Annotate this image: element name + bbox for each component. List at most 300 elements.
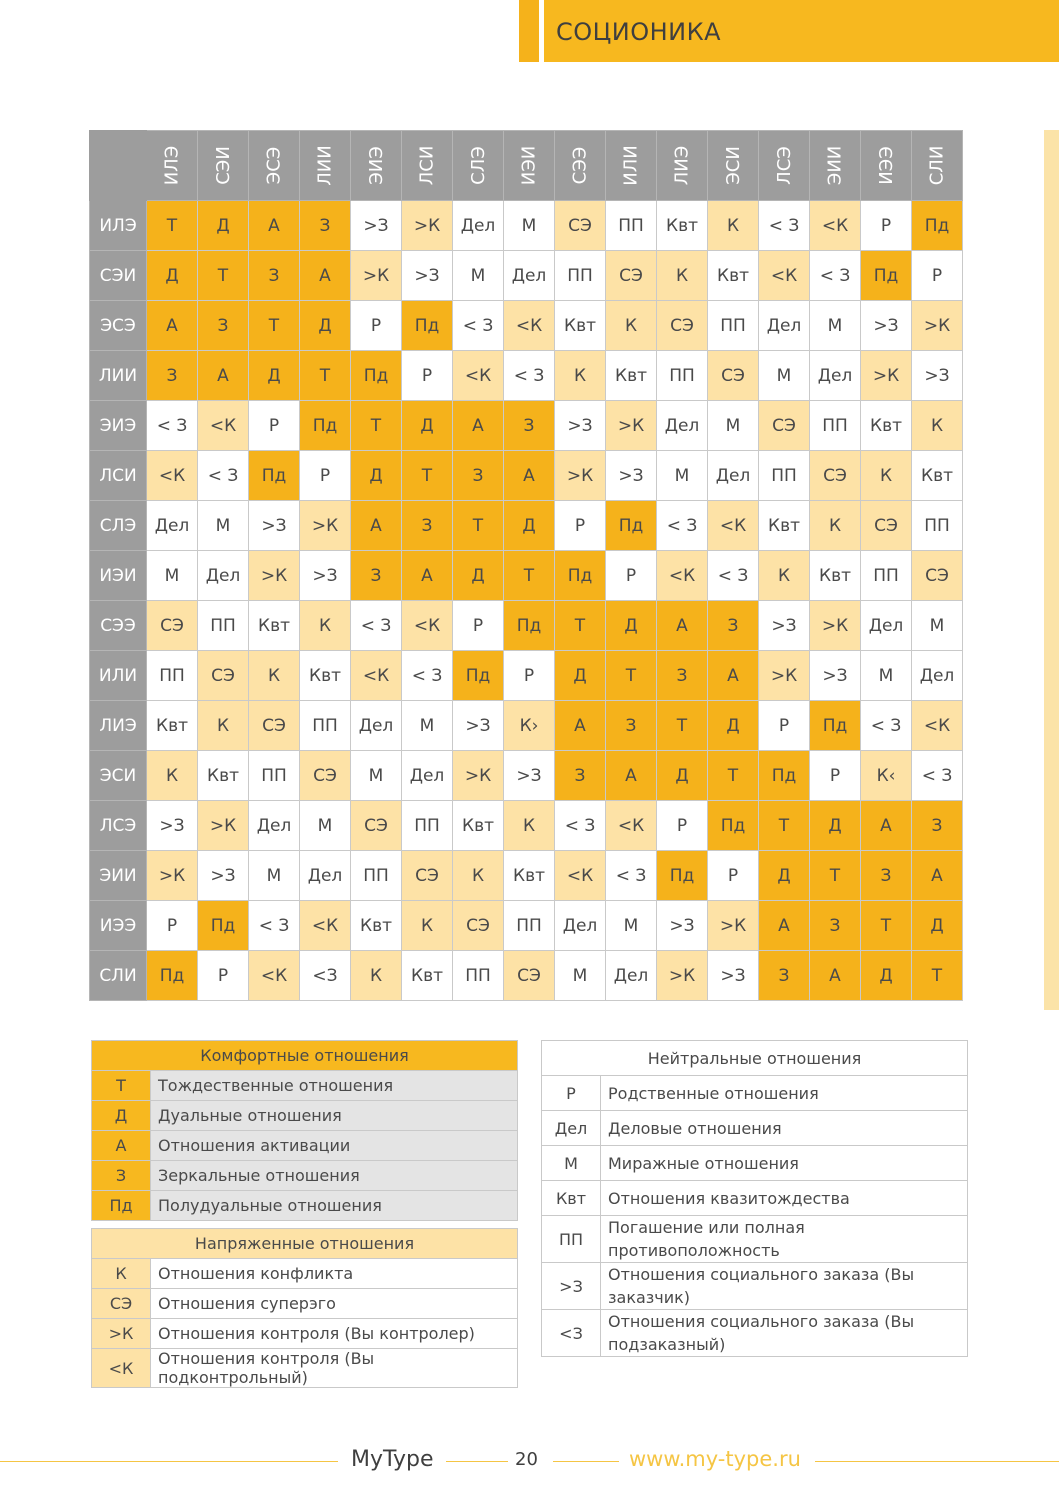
matrix-cell: З [759,951,810,1001]
matrix-cell: >З [759,601,810,651]
matrix-cell: ПП [453,951,504,1001]
matrix-row [90,901,963,951]
legend-label: Деловые отношения [601,1111,968,1146]
matrix-cell: < З [810,251,861,301]
matrix-corner [90,131,147,201]
matrix-cell: К [861,451,912,501]
matrix-cell: Квт [810,551,861,601]
matrix-cell: М [759,351,810,401]
matrix-cell: Дел [657,401,708,451]
matrix-cell: < З [504,351,555,401]
column-header-label: СЛЭ [467,146,489,185]
matrix-cell: >З [606,451,657,501]
matrix-cell: А [351,501,402,551]
matrix-cell: Квт [912,451,963,501]
matrix-cell: СЭ [606,251,657,301]
legend-row [92,1101,518,1131]
row-header: ЛИЭ [90,701,147,751]
matrix-cell: Р [555,501,606,551]
matrix-cell: < З [147,401,198,451]
row-header: СЭЭ [90,601,147,651]
matrix-cell: ПП [708,301,759,351]
matrix-cell: Р [810,751,861,801]
matrix-cell: ПП [351,851,402,901]
matrix-cell: З [555,751,606,801]
matrix-cell: <К [657,551,708,601]
matrix-cell: А [402,551,453,601]
matrix-cell: >К [861,351,912,401]
legend-code: ПП [542,1216,601,1263]
matrix-cell: К [147,751,198,801]
legend-row [92,1289,518,1319]
matrix-cell: К [810,501,861,551]
matrix-cell: <К [810,201,861,251]
matrix-cell: Р [453,601,504,651]
legend-label: Родственные отношения [601,1076,968,1111]
matrix-cell: Д [606,601,657,651]
matrix-cell: А [810,951,861,1001]
matrix-cell: З [198,301,249,351]
matrix-cell: >З [708,951,759,1001]
column-header [504,131,555,201]
matrix-cell: Т [453,501,504,551]
column-header-label: ЛСЭ [773,146,795,185]
matrix-cell: >К [198,801,249,851]
column-header-label: ИЛЭ [161,145,183,186]
legend-code: Квт [542,1181,601,1216]
matrix-cell: <К [912,701,963,751]
matrix-cell: Р [300,451,351,501]
legend-row [542,1181,968,1216]
matrix-row [90,851,963,901]
matrix-cell: Пд [861,251,912,301]
matrix-cell: ПП [657,351,708,401]
matrix-cell: ПП [555,251,606,301]
column-header-label: ЛСИ [416,145,438,186]
matrix-cell: <К [555,851,606,901]
matrix-cell: К [198,701,249,751]
column-header-label: ЭИИ [824,145,846,186]
matrix-cell: СЭ [351,801,402,851]
matrix-cell: З [606,701,657,751]
legend-row [542,1263,968,1310]
matrix-cell: СЭ [708,351,759,401]
matrix-cell: Т [555,601,606,651]
matrix-cell: З [453,451,504,501]
legend-label: Отношения суперэго [151,1289,518,1319]
matrix-cell: Пд [198,901,249,951]
matrix-cell: М [912,601,963,651]
matrix-cell: < З [606,851,657,901]
legend-code: >З [542,1263,601,1310]
matrix-cell: <К [453,351,504,401]
matrix-cell: >З [912,351,963,401]
matrix-cell: >К [147,851,198,901]
matrix-cell: <К [300,901,351,951]
row-header: ИЛЭ [90,201,147,251]
legend-label: Зеркальные отношения [151,1161,518,1191]
footer-line-right [815,1461,1059,1462]
legend-code: <З [542,1310,601,1357]
matrix-cell: А [708,651,759,701]
matrix-cell: >К [300,501,351,551]
matrix-cell: Пд [810,701,861,751]
matrix-cell: Р [147,901,198,951]
matrix-cell: Т [810,851,861,901]
matrix-cell: М [147,551,198,601]
legend-label: Отношения конфликта [151,1259,518,1289]
column-header-label: ЭСЭ [263,146,285,185]
matrix-cell: Дел [504,251,555,301]
legend-code: К [92,1259,151,1289]
matrix-cell: Дел [861,601,912,651]
matrix-cell: З [912,801,963,851]
matrix-cell: Д [708,701,759,751]
matrix-cell: Д [249,351,300,401]
matrix-cell: СЭ [402,851,453,901]
legend-header-row [542,1041,968,1076]
matrix-cell: Дел [198,551,249,601]
matrix-body [90,201,963,1001]
matrix-cell: < З [861,701,912,751]
matrix-cell: Т [708,751,759,801]
matrix-cell: ПП [249,751,300,801]
matrix-cell: А [249,201,300,251]
column-header [555,131,606,201]
matrix-cell: А [912,851,963,901]
footer-brand: MyType [351,1447,434,1472]
legend-row [92,1319,518,1349]
matrix-cell: < З [453,301,504,351]
column-header-label: ЛИИ [314,145,336,186]
matrix-cell: Р [198,951,249,1001]
matrix-cell: Дел [351,701,402,751]
matrix-cell: Квт [249,601,300,651]
column-header-label: ИЭИ [518,145,540,186]
matrix-cell: М [555,951,606,1001]
column-header-label: ЭСИ [722,146,744,185]
matrix-cell: К [351,951,402,1001]
matrix-cell: Пд [912,201,963,251]
matrix-cell: Дел [810,351,861,401]
matrix-cell: М [300,801,351,851]
matrix-cell: Д [810,801,861,851]
matrix-cell: >З [300,551,351,601]
matrix-cell: З [300,201,351,251]
row-header: ИЭИ [90,551,147,601]
matrix-cell: М [657,451,708,501]
matrix-cell: Т [147,201,198,251]
matrix-cell: Дел [555,901,606,951]
matrix-cell: >З [657,901,708,951]
matrix-cell: К [504,801,555,851]
matrix-cell: < З [555,801,606,851]
matrix-cell: Д [861,951,912,1001]
column-header-label: ИЭЭ [875,146,897,185]
legend-title: Нейтральные отношения [542,1041,968,1076]
matrix-cell: >К [402,201,453,251]
legend-row [542,1076,968,1111]
matrix-cell: К› [504,701,555,751]
matrix-cell: ПП [810,401,861,451]
matrix-cell: Дел [249,801,300,851]
matrix-cell: Д [759,851,810,901]
legend-code: <К [92,1349,151,1388]
column-header [351,131,402,201]
matrix-cell: Р [708,851,759,901]
matrix-cell: СЭ [453,901,504,951]
matrix-cell: Пд [351,351,402,401]
legend-row [542,1146,968,1181]
row-header: СЭИ [90,251,147,301]
matrix-cell: Р [657,801,708,851]
matrix-cell: А [147,301,198,351]
matrix-cell: З [708,601,759,651]
matrix-cell: Квт [657,201,708,251]
legend-row [92,1161,518,1191]
legend-code: Т [92,1071,151,1101]
matrix-cell: Д [147,251,198,301]
footer-url-link[interactable]: www.my-type.ru [629,1447,801,1471]
matrix-cell: Пд [300,401,351,451]
row-header: ЛСЭ [90,801,147,851]
matrix-cell: Р [249,401,300,451]
legend-header-row [92,1229,518,1259]
matrix-cell: К [759,551,810,601]
matrix-cell: Д [504,501,555,551]
column-header [606,131,657,201]
matrix-cell: Пд [606,501,657,551]
matrix-row [90,201,963,251]
matrix-cell: Квт [453,801,504,851]
matrix-cell: Р [912,251,963,301]
matrix-cell: Квт [300,651,351,701]
matrix-cell: Квт [351,901,402,951]
legend-row [92,1131,518,1161]
matrix-cell: Т [351,401,402,451]
matrix-cell: <К [198,401,249,451]
matrix-cell: Т [504,551,555,601]
matrix-cell: М [453,251,504,301]
matrix-cell: Дел [606,951,657,1001]
legend-row [542,1111,968,1146]
matrix-cell: >К [555,451,606,501]
legend-code: Д [92,1101,151,1131]
legend-row [92,1191,518,1221]
legend-header-row [92,1041,518,1071]
legend-label: Отношения контроля (Вы подконтрольный) [151,1349,518,1388]
matrix-cell: СЭ [300,751,351,801]
matrix-cell: Р [351,301,402,351]
matrix-cell: Дел [759,301,810,351]
matrix-cell: <К [708,501,759,551]
matrix-cell: СЭ [147,601,198,651]
matrix-row [90,601,963,651]
matrix-cell: Д [453,551,504,601]
matrix-cell: Т [759,801,810,851]
column-header-label: СЛИ [926,145,948,186]
matrix-cell: А [861,801,912,851]
matrix-cell: < З [759,201,810,251]
matrix-cell: ПП [759,451,810,501]
matrix-cell: А [759,901,810,951]
matrix-cell: Пд [708,801,759,851]
matrix-cell: < З [198,451,249,501]
matrix-cell: Т [198,251,249,301]
matrix-cell: СЭ [912,551,963,601]
matrix-cell: <К [402,601,453,651]
row-header: ИЛИ [90,651,147,701]
matrix-cell: СЭ [504,951,555,1001]
column-header-label: ИЛИ [620,145,642,186]
column-header-label: ЭИЭ [365,146,387,185]
matrix-cell: >К [657,951,708,1001]
matrix-cell: Пд [402,301,453,351]
matrix-cell: Квт [606,351,657,401]
matrix-cell: Т [249,301,300,351]
matrix-row [90,301,963,351]
matrix-row [90,501,963,551]
matrix-cell: З [657,651,708,701]
matrix-cell: Пд [453,651,504,701]
footer-line-left [0,1461,338,1462]
matrix-row [90,451,963,501]
matrix-cell: Пд [759,751,810,801]
matrix-cell: >З [198,851,249,901]
matrix-cell: Пд [555,551,606,601]
column-header [453,131,504,201]
matrix-cell: >З [810,651,861,701]
matrix-cell: К [453,851,504,901]
column-header-label: ЛИЭ [671,145,693,186]
matrix-cell: >З [555,401,606,451]
matrix-cell: З [402,501,453,551]
matrix-cell: Д [351,451,402,501]
matrix-cell: <К [351,651,402,701]
matrix-cell: Пд [504,601,555,651]
legend-title: Комфортные отношения [92,1041,518,1071]
matrix-cell: Квт [504,851,555,901]
matrix-cell: ПП [861,551,912,601]
matrix-cell: З [861,851,912,901]
matrix-cell: <К [249,951,300,1001]
legend-label: Дуальные отношения [151,1101,518,1131]
column-header [810,131,861,201]
matrix-cell: Т [912,951,963,1001]
legend-row [92,1071,518,1101]
matrix-cell: >З [861,301,912,351]
matrix-cell: К [606,301,657,351]
matrix-cell: К [249,651,300,701]
matrix-cell: СЭ [759,401,810,451]
matrix-cell: М [708,401,759,451]
matrix-cell: Д [198,201,249,251]
matrix-cell: Квт [708,251,759,301]
matrix-row [90,251,963,301]
page-number: 20 [515,1449,538,1470]
row-header: ЭСИ [90,751,147,801]
matrix-cell: Р [402,351,453,401]
matrix-cell: М [249,851,300,901]
matrix-cell: М [810,301,861,351]
matrix-cell: СЭ [198,651,249,701]
matrix-cell: А [606,751,657,801]
matrix-cell: З [504,401,555,451]
matrix-cell: М [198,501,249,551]
matrix-cell: Т [861,901,912,951]
matrix-cell: Дел [708,451,759,501]
footer-line-mid-right [553,1461,619,1462]
column-header [147,131,198,201]
row-header: ИЭЭ [90,901,147,951]
matrix-cell: К [708,201,759,251]
matrix-cell: К [300,601,351,651]
matrix-cell: ПП [402,801,453,851]
legend-label: Отношения активации [151,1131,518,1161]
matrix-cell: >З [504,751,555,801]
column-header [300,131,351,201]
matrix-row [90,351,963,401]
matrix-cell: < З [912,751,963,801]
row-header: ЭИЭ [90,401,147,451]
legend-label: Отношения квазитождества [601,1181,968,1216]
legend-code: Пд [92,1191,151,1221]
matrix-row [90,951,963,1001]
matrix-cell: СЭ [810,451,861,501]
column-header-label: СЭЭ [569,146,591,185]
matrix-cell: М [351,751,402,801]
matrix-cell: Д [300,301,351,351]
matrix-cell: Квт [147,701,198,751]
matrix-header-row [90,131,963,201]
matrix-cell: ПП [606,201,657,251]
comfort-legend [91,1040,518,1221]
matrix-cell: А [504,451,555,501]
matrix-cell: Дел [453,201,504,251]
matrix-cell: Р [504,651,555,701]
matrix-cell: Д [402,401,453,451]
matrix-cell: >К [351,251,402,301]
legend-row [92,1349,518,1388]
matrix-cell: А [300,251,351,301]
column-header [402,131,453,201]
matrix-cell: Дел [147,501,198,551]
matrix-cell: >К [759,651,810,701]
matrix-row [90,401,963,451]
matrix-cell: СЭ [555,201,606,251]
matrix-cell: <К [147,451,198,501]
matrix-cell: Дел [402,751,453,801]
side-accent-bar [1044,130,1059,1010]
matrix-cell: ПП [912,501,963,551]
matrix-cell: < З [657,501,708,551]
matrix-cell: З [249,251,300,301]
matrix-cell: А [453,401,504,451]
matrix-cell: Квт [555,301,606,351]
matrix-row [90,651,963,701]
column-header [657,131,708,201]
matrix-cell: Пд [147,951,198,1001]
matrix-cell: З [147,351,198,401]
matrix-cell: >З [351,201,402,251]
legend-row [92,1259,518,1289]
matrix-cell: Квт [402,951,453,1001]
legend-label: Отношения социального заказа (Вы заказчик) [601,1263,968,1310]
matrix-cell: Т [402,451,453,501]
row-header: ЭСЭ [90,301,147,351]
header-bar [544,0,1059,62]
matrix-cell: <К [504,301,555,351]
